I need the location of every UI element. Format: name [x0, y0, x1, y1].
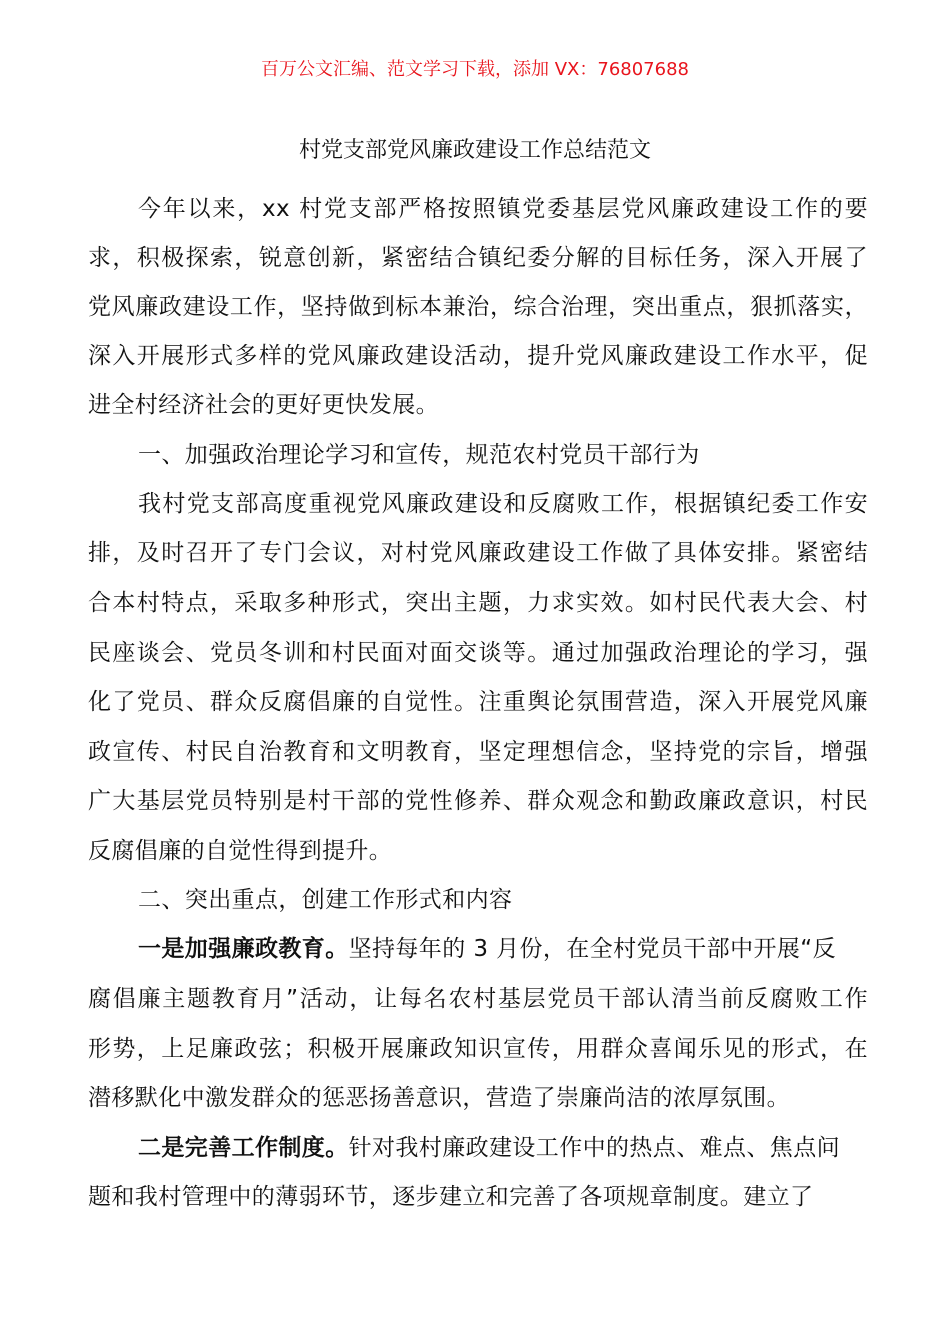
line-text: 深入开展形式多样的党风廉政建设活动，提升党风廉政建设工作水平，促	[88, 343, 868, 369]
line-text: 坚持每年的 3 月份，在全村党员干部中开展“反	[348, 936, 836, 962]
line-text: 民座谈会、党员冬训和村民面对面交谈等。通过加强政治理论的学习，强	[88, 640, 868, 666]
text-line	[138, 1132, 868, 1164]
watermark-banner: 百万公文汇编、范文学习下载，添加 VX：76807688	[261, 59, 689, 80]
text-line	[88, 736, 868, 768]
text-line	[88, 389, 868, 421]
text-line	[88, 835, 868, 867]
text-line	[88, 291, 868, 323]
line-text: 潜移默化中激发群众的惩恶扬善意识，营造了崇廉尚洁的浓厚氛围。	[88, 1085, 790, 1111]
section-heading-1	[138, 439, 868, 471]
line-text: 反腐倡廉的自觉性得到提升。	[88, 838, 393, 864]
text-line	[138, 193, 868, 225]
text-line	[138, 933, 868, 965]
line-text: 形势，上足廉政弦；积极开展廉政知识宣传，用群众喜闻乐见的形式，在	[88, 1036, 868, 1062]
heading-text: 二、突出重点，创建工作形式和内容	[138, 887, 513, 913]
text-line	[88, 242, 868, 274]
line-text: 广大基层党员特别是村干部的党性修养、群众观念和勤政廉政意识，村民	[88, 788, 868, 814]
line-text: 党风廉政建设工作，坚持做到标本兼治，综合治理，突出重点，狠抓落实，	[88, 294, 868, 320]
line-text: 题和我村管理中的薄弱环节，逐步建立和完善了各项规章制度。建立了	[88, 1184, 814, 1210]
line-text: 进全村经济社会的更好更快发展。	[88, 392, 439, 418]
bold-lead: 二是完善工作制度。	[138, 1135, 349, 1161]
text-line	[88, 785, 868, 817]
document-title: 村党支部党风廉政建设工作总结范文	[298, 138, 651, 163]
line-text: 今年以来，xx 村党支部严格按照镇党委基层党风廉政建设工作的要	[138, 196, 868, 222]
text-line	[138, 488, 868, 520]
section-heading-2	[138, 884, 868, 916]
bold-lead: 一是加强廉政教育。	[138, 936, 349, 962]
text-line	[88, 983, 868, 1015]
line-text: 求，积极探索，锐意创新，紧密结合镇纪委分解的目标任务，深入开展了	[88, 245, 868, 271]
line-text: 针对我村廉政建设工作中的热点、难点、焦点问	[348, 1135, 841, 1161]
text-line	[88, 1181, 868, 1213]
line-text: 合本村特点，采取多种形式，突出主题，力求实效。如村民代表大会、村	[88, 590, 868, 616]
line-text: 腐倡廉主题教育月”活动，让每名农村基层党员干部认清当前反腐败工作	[88, 986, 868, 1012]
line-text: 政宣传、村民自治教育和文明教育，坚定理想信念，坚持党的宗旨，增强	[88, 739, 868, 765]
text-line	[88, 637, 868, 669]
text-line	[88, 340, 868, 372]
line-text: 我村党支部高度重视党风廉政建设和反腐败工作，根据镇纪委工作安	[138, 491, 868, 517]
line-text: 排，及时召开了专门会议，对村党风廉政建设工作做了具体安排。紧密结	[88, 540, 868, 566]
text-line	[88, 587, 868, 619]
line-text: 化了党员、群众反腐倡廉的自觉性。注重舆论氛围营造，深入开展党风廉	[88, 689, 868, 715]
heading-text: 一、加强政治理论学习和宣传，规范农村党员干部行为	[138, 442, 700, 468]
text-line	[88, 1082, 868, 1114]
text-line	[88, 1033, 868, 1065]
text-line	[88, 537, 868, 569]
text-line	[88, 686, 868, 718]
